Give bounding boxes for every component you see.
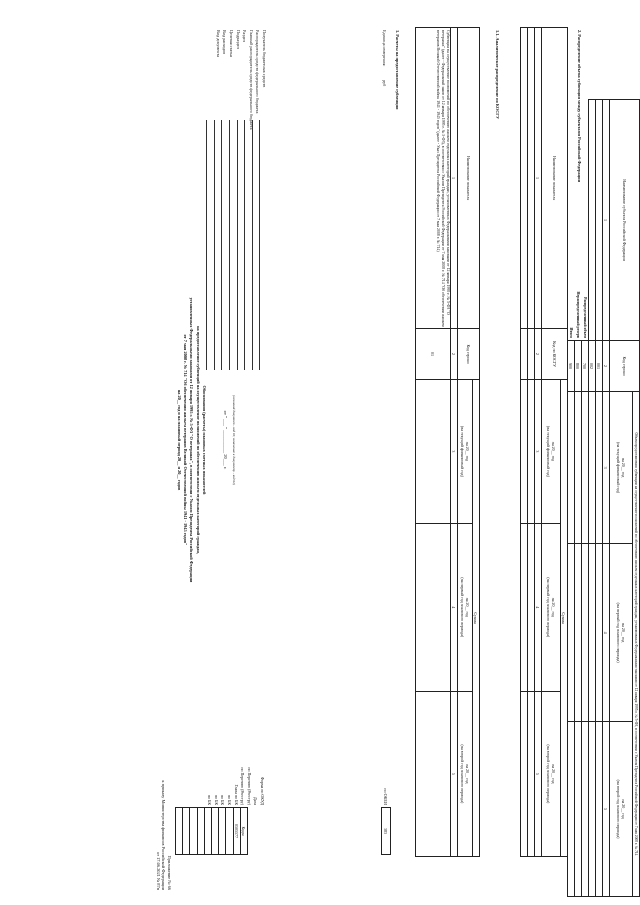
code-label: Форма по ОКУД bbox=[260, 776, 265, 805]
meta-label: Раздел bbox=[242, 30, 248, 42]
title-line: Обоснования (расчеты) плановых сметных показателей bbox=[202, 385, 207, 495]
code-cell[interactable] bbox=[226, 808, 233, 855]
year-sub: (на первый год планового периода) bbox=[546, 577, 551, 638]
title-line: на предоставление субвенций на осуществление полномочий по обеспечению жильем отдельных категорий граждан, bbox=[195, 326, 201, 554]
meta-label: Главный распорядитель средств федерального бюджета bbox=[248, 30, 254, 130]
col-number: 1 bbox=[603, 100, 610, 341]
attachment-header bbox=[156, 720, 173, 890]
col-number: 2 bbox=[535, 329, 542, 380]
col-number: 3 bbox=[451, 380, 458, 524]
title-line: от 7 мая 2008 г. № 714 "Об обеспечении жильем ветеранов Великой Отечественной войны 1941 - 1945 годов" bbox=[182, 334, 188, 546]
year-sub: (на второй год планового периода) bbox=[616, 779, 621, 839]
meta-label: Получатель бюджетных средств bbox=[262, 30, 267, 88]
code-label: по БК bbox=[207, 794, 213, 805]
year-sub: (на текущий финансовый год) bbox=[460, 425, 465, 477]
spacer bbox=[603, 27, 610, 100]
value-cell[interactable] bbox=[416, 523, 451, 691]
value-cell[interactable] bbox=[521, 380, 528, 524]
col-name-header: Наименование субъекта Российской Федерации bbox=[610, 100, 640, 341]
code-cell[interactable] bbox=[212, 808, 219, 855]
year-label: на 20__ год bbox=[621, 622, 626, 643]
code-cell[interactable] bbox=[197, 808, 204, 855]
section2-title: 2. Распределение объема субвенции между субъектами Российской Федерации bbox=[577, 30, 582, 183]
value-cell[interactable] bbox=[528, 329, 535, 380]
row-code: 800 bbox=[575, 341, 582, 392]
year-sub: (на текущий финансовый год) bbox=[546, 425, 551, 477]
value-cell[interactable] bbox=[575, 544, 582, 722]
spacer bbox=[575, 27, 582, 100]
value-cell[interactable] bbox=[416, 380, 451, 524]
code-label: Глава по БК bbox=[233, 784, 239, 805]
header-line: от 17.06.2021 № 87н bbox=[156, 851, 161, 890]
col-year-header bbox=[458, 380, 473, 524]
row-code: 900 bbox=[568, 341, 575, 392]
year-label: на 20__ год bbox=[551, 597, 556, 617]
col-name-header: Наименование показателя bbox=[542, 28, 568, 329]
col-number: 5 bbox=[451, 691, 458, 856]
value-cell[interactable] bbox=[528, 523, 535, 691]
value-cell[interactable] bbox=[589, 544, 596, 722]
value-cell[interactable] bbox=[521, 691, 528, 856]
value-cell[interactable] bbox=[521, 329, 528, 380]
col-name-header: Наименование показателя bbox=[458, 28, 480, 329]
code-cell[interactable] bbox=[219, 808, 226, 855]
value-cell[interactable] bbox=[589, 100, 596, 341]
okei-cell[interactable]: 383 bbox=[382, 808, 391, 855]
title-line: установленных Федеральными законами от 12 января 1995 г. № 5-ФЗ "О ветеранах", в соответствии с Указом Президента Российской Федерации bbox=[189, 297, 195, 583]
col-number: 4 bbox=[603, 544, 610, 722]
fill-line[interactable] bbox=[206, 120, 214, 370]
unit-value: руб bbox=[382, 80, 387, 87]
total-label: Нераспределенный резерв bbox=[576, 291, 581, 338]
col-year-header bbox=[542, 691, 561, 856]
header-line: к приказу Министерства финансов Российской Федерации bbox=[161, 780, 167, 890]
section1-table bbox=[415, 27, 480, 857]
codes-table bbox=[175, 807, 248, 855]
value-cell[interactable] bbox=[596, 544, 603, 722]
code-cell[interactable] bbox=[176, 808, 183, 855]
col-year-header bbox=[542, 380, 561, 524]
fill-line[interactable] bbox=[259, 120, 267, 370]
unit-label: Единица измерения: bbox=[382, 30, 387, 67]
spacer bbox=[589, 27, 596, 100]
code-label: по БК bbox=[227, 794, 233, 805]
col-number: 1 bbox=[451, 28, 458, 329]
row-code: 700 bbox=[582, 341, 589, 392]
spacer bbox=[568, 27, 575, 100]
value-cell[interactable] bbox=[575, 392, 582, 544]
value-cell[interactable] bbox=[528, 691, 535, 856]
meta-label: Вид расходов bbox=[222, 30, 228, 55]
col-sums-header: Объем предоставления субвенции на осуществление полномочий по обеспечению жильем отдельных категорий граждан, установленных Федеральными законами от 12 января 1995 г. № 5-ФЗ, в соответствии с Указом Президента Российской Федерации от 7 мая 2008 г. № 714 bbox=[633, 392, 640, 897]
date-caption: (основной документ - код 01; изменение к документу - код 02) bbox=[232, 395, 236, 485]
col-number: 3 bbox=[603, 392, 610, 544]
fill-line[interactable] bbox=[237, 120, 245, 370]
value-cell[interactable] bbox=[521, 523, 528, 691]
section11-table bbox=[520, 27, 568, 857]
title-line: на 20__ год и на плановый период 20__ и 20__ годов bbox=[176, 389, 182, 491]
value-cell[interactable] bbox=[568, 544, 575, 722]
fill-line[interactable] bbox=[244, 120, 252, 370]
col-year-header bbox=[458, 691, 473, 856]
col-year-header bbox=[610, 544, 633, 722]
col-number: 5 bbox=[603, 722, 610, 897]
okei-table bbox=[381, 807, 391, 855]
row-code: 01 bbox=[416, 329, 451, 380]
spacer bbox=[582, 27, 589, 100]
value-cell[interactable] bbox=[582, 722, 589, 897]
col-code-header: Код строки bbox=[458, 329, 480, 380]
col-number: 3 bbox=[535, 380, 542, 524]
spacer bbox=[610, 27, 633, 100]
fill-line[interactable] bbox=[214, 120, 222, 370]
date-line: от " ___ " __________ 20___ г. bbox=[223, 410, 228, 470]
value-cell[interactable] bbox=[596, 392, 603, 544]
col-year-header bbox=[610, 392, 633, 544]
value-cell[interactable] bbox=[568, 722, 575, 897]
year-label: на 20__ год bbox=[551, 441, 556, 462]
col-number: 4 bbox=[535, 523, 542, 691]
value-cell[interactable] bbox=[596, 722, 603, 897]
year-sub: (на первый год планового периода) bbox=[616, 602, 621, 663]
year-sub: (на второй год планового периода) bbox=[546, 744, 551, 804]
okei-label: по ОКЕИ bbox=[383, 788, 388, 805]
value-cell[interactable] bbox=[582, 544, 589, 722]
year-label: на 20__ год bbox=[621, 799, 626, 819]
year-sub: (на первый год планового периода) bbox=[460, 577, 465, 638]
year-label: на 20__ год bbox=[551, 764, 556, 784]
value-cell[interactable] bbox=[521, 28, 528, 329]
spacer bbox=[596, 27, 603, 100]
code-label: Дата bbox=[253, 797, 259, 805]
spacer bbox=[633, 27, 640, 100]
header-line: Приложение № 66 bbox=[167, 855, 172, 890]
col-sums-header: Сумма bbox=[561, 380, 568, 857]
codes-header: Коды bbox=[240, 808, 247, 855]
document-title bbox=[175, 150, 207, 730]
total-label: Итого bbox=[569, 327, 574, 338]
col-number: 2 bbox=[451, 329, 458, 380]
year-label: на 20__ год bbox=[621, 457, 626, 478]
code-label: по Перечню (Реестру) bbox=[240, 767, 246, 805]
col-sums-header: Сумма bbox=[473, 380, 480, 857]
total-label: Распределенный объем bbox=[583, 297, 588, 338]
value-cell[interactable] bbox=[416, 691, 451, 856]
fill-line[interactable] bbox=[229, 120, 237, 370]
year-label: на 20__ год bbox=[465, 597, 470, 617]
code-cell[interactable]: 0505577 bbox=[233, 808, 240, 855]
value-cell[interactable] bbox=[589, 722, 596, 897]
col-number: 5 bbox=[535, 691, 542, 856]
row-code: 001 bbox=[596, 341, 603, 392]
value-cell[interactable] bbox=[575, 722, 582, 897]
codes-labels bbox=[206, 690, 265, 805]
value-cell[interactable] bbox=[528, 28, 535, 329]
section2-table bbox=[567, 27, 640, 897]
col-code-header: Код строки bbox=[610, 341, 640, 392]
code-cell[interactable] bbox=[183, 808, 190, 855]
code-label: по БК bbox=[213, 794, 219, 805]
section11-title: 1.1. Аналитическое распределение по КОСГУ bbox=[495, 30, 500, 120]
year-label: на 20__ год bbox=[465, 441, 470, 462]
meta-label: Вид документа bbox=[215, 30, 221, 57]
code-label: по БК bbox=[220, 794, 226, 805]
meta-label: Подраздел bbox=[235, 30, 241, 49]
fill-line[interactable] bbox=[252, 120, 260, 370]
code-cell[interactable] bbox=[204, 808, 211, 855]
value-cell[interactable] bbox=[596, 100, 603, 341]
row-code: 002 bbox=[589, 341, 596, 392]
year-sub: (на текущий финансовый год) bbox=[616, 442, 621, 494]
code-label: по Перечню (Реестру) bbox=[246, 767, 252, 805]
row-text: Субвенция на осуществление полномочий по обеспечению жильем отдельных категорий граждан, установленных Федеральными законами от 12 января 1995 г. № 5-ФЗ "О ветеранах" (далее - Федеральный закон от 12 января 1995 г. № 5-ФЗ), в соответствии с Указом Президента Российской Федерации от 7 мая 2008 г. № 714 "Об обеспечении жильем ветеранов Великой Отечественной войны 1941 - 1945 годов" (далее - Указ Президента Российской Федерации от 7 мая 2008 г. № 714) bbox=[416, 28, 451, 329]
meta-fill-lines bbox=[206, 120, 267, 370]
year-label: на 20__ год bbox=[465, 764, 470, 784]
section1-title: 1. Расчеты на предоставление субвенции bbox=[395, 30, 400, 110]
code-cell[interactable] bbox=[190, 808, 197, 855]
col-year-header bbox=[610, 722, 633, 897]
year-sub: (на второй год планового периода) bbox=[460, 744, 465, 804]
col-number: 1 bbox=[535, 28, 542, 329]
value-cell[interactable] bbox=[528, 380, 535, 524]
col-number: 2 bbox=[603, 341, 610, 392]
value-cell[interactable] bbox=[568, 392, 575, 544]
col-code-header: Код по КОСГУ bbox=[542, 329, 568, 380]
value-cell[interactable] bbox=[589, 392, 596, 544]
meta-label: Целевая статья bbox=[229, 30, 235, 57]
value-cell[interactable] bbox=[582, 392, 589, 544]
meta-label: Распорядитель средств федерального бюджета bbox=[255, 30, 261, 114]
col-year-header bbox=[458, 523, 473, 691]
col-year-header bbox=[542, 523, 561, 691]
col-number: 4 bbox=[451, 523, 458, 691]
fill-line[interactable] bbox=[221, 120, 229, 370]
